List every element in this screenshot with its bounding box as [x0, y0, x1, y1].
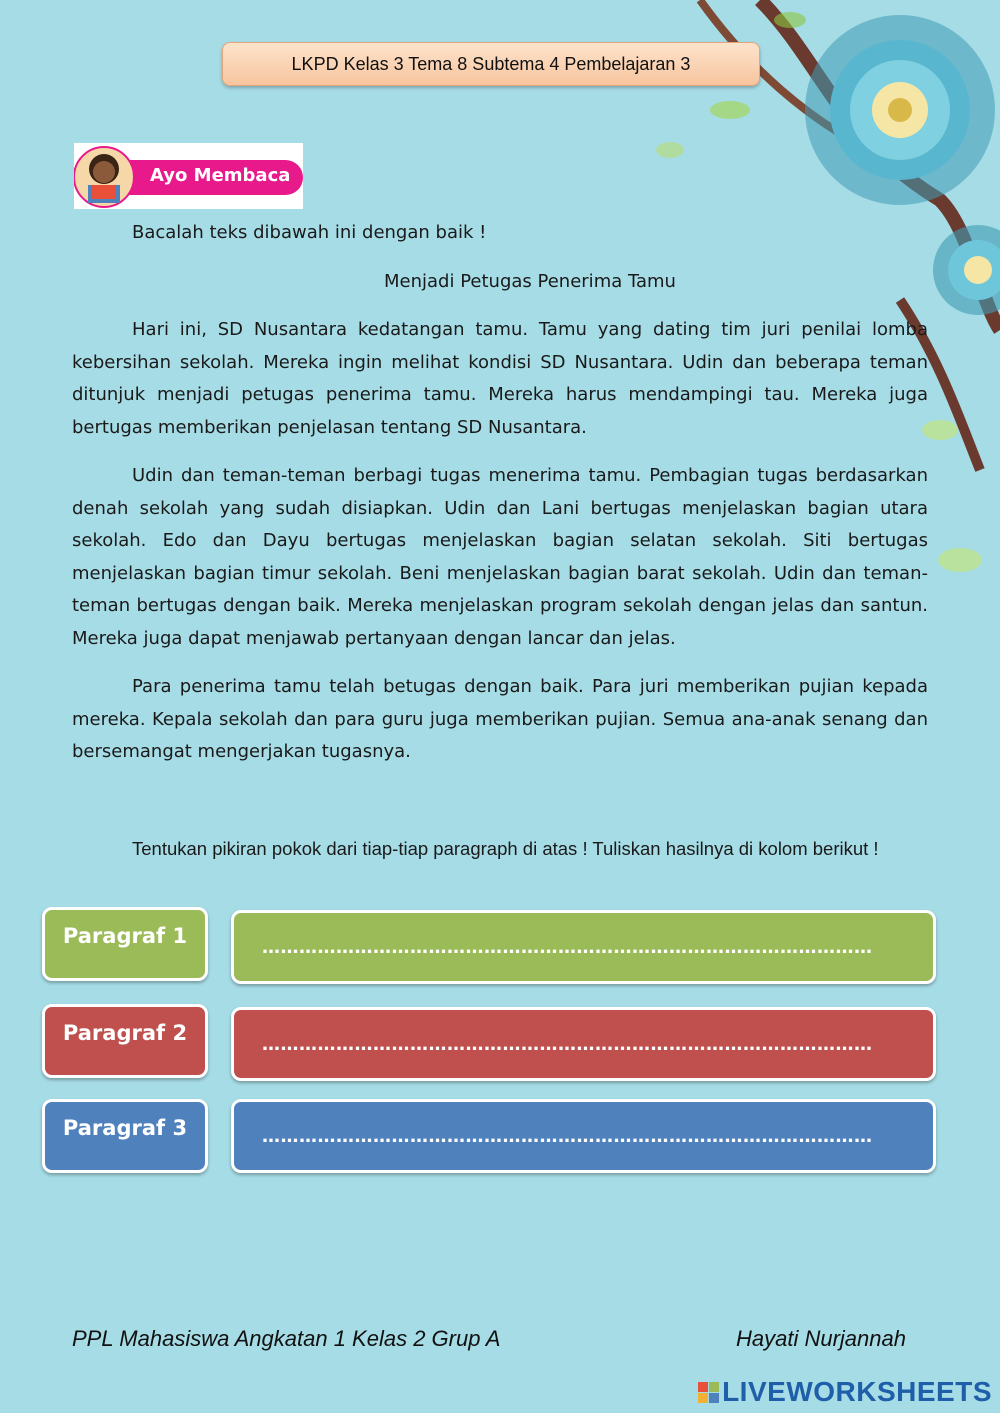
paragraph-3: Para penerima tamu telah betugas dengan baik. Para juri memberikan pujian kepada mereka. Kepala sekolah dan para guru juga memberikan pujian. Semua ana-anak senang dan bersemangat mengerjakan tugasnya. [72, 676, 928, 762]
label-paragraf-2 [42, 1004, 208, 1078]
reading-child-icon [74, 145, 138, 209]
footer-author: Hayati Nurjannah [736, 1326, 906, 1351]
answer-field-2-placeholder: ……………………………………………………………………………………… [262, 1033, 873, 1055]
answer-field-1[interactable] [231, 910, 936, 984]
label-paragraf-2-text: Paragraf 2 [62, 1021, 188, 1045]
label-paragraf-3 [42, 1099, 208, 1173]
label-paragraf-1 [42, 907, 208, 981]
label-paragraf-3-text: Paragraf 3 [62, 1116, 188, 1140]
answer-field-2[interactable] [231, 1007, 936, 1081]
reading-instruction: Bacalah teks dibawah ini dengan baik ! [132, 222, 487, 243]
paragraph-1: Hari ini, SD Nusantara kedatangan tamu. Tamu yang dating tim juri penilai lomba kebersihan sekolah. Mereka ingin melihat kondisi SD Nusantara. Udin dan beberapa teman ditunjuk menjadi petugas penerima tamu. Mereka harus mendampingi tau. Mereka juga bertugas memberikan penjelasan tentang SD Nusantara. [72, 319, 928, 438]
answer-field-3-placeholder: ……………………………………………………………………………………… [262, 1125, 873, 1147]
answer-field-1-placeholder: ……………………………………………………………………………………… [262, 936, 873, 958]
paragraph-2: Udin dan teman-teman berbagi tugas menerima tamu. Pembagian tugas berdasarkan denah sekolah yang sudah disiapkan. Udin dan Lani bertugas menjelaskan bagian utara sekolah. Edo dan Dayu bertugas menjelaskan bagian selatan sekolah. Siti bertugas menjelaskan bagian timur sekolah. Beni menjelaskan bagian barat sekolah. Udin dan teman-teman bertugas dengan baik. Mereka menjelaskan program sekolah dengan jelas dan santun. Mereka juga dapat menjawab pertanyaan dengan lancar dan jelas. [72, 465, 928, 649]
header-title: LKPD Kelas 3 Tema 8 Subtema 4 Pembelajaran 3 [291, 53, 691, 74]
footer-group: PPL Mahasiswa Angkatan 1 Kelas 2 Grup A [72, 1326, 501, 1351]
badge-label: Ayo Membaca [150, 165, 291, 186]
label-paragraf-1-text: Paragraf 1 [62, 924, 188, 948]
task-instruction: Tentukan pikiran pokok dari tiap-tiap paragraph di atas ! Tuliskan hasilnya di kolom berikut ! [132, 838, 879, 859]
liveworksheets-logo-icon [698, 1382, 719, 1403]
answer-field-3[interactable] [231, 1099, 936, 1173]
worksheet-header [222, 42, 760, 86]
liveworksheets-watermark [698, 1376, 992, 1408]
watermark-text: LIVEWORKSHEETS [722, 1376, 992, 1407]
reading-title: Menjadi Petugas Penerima Tamu [384, 271, 676, 292]
ayo-membaca-badge [74, 143, 303, 209]
